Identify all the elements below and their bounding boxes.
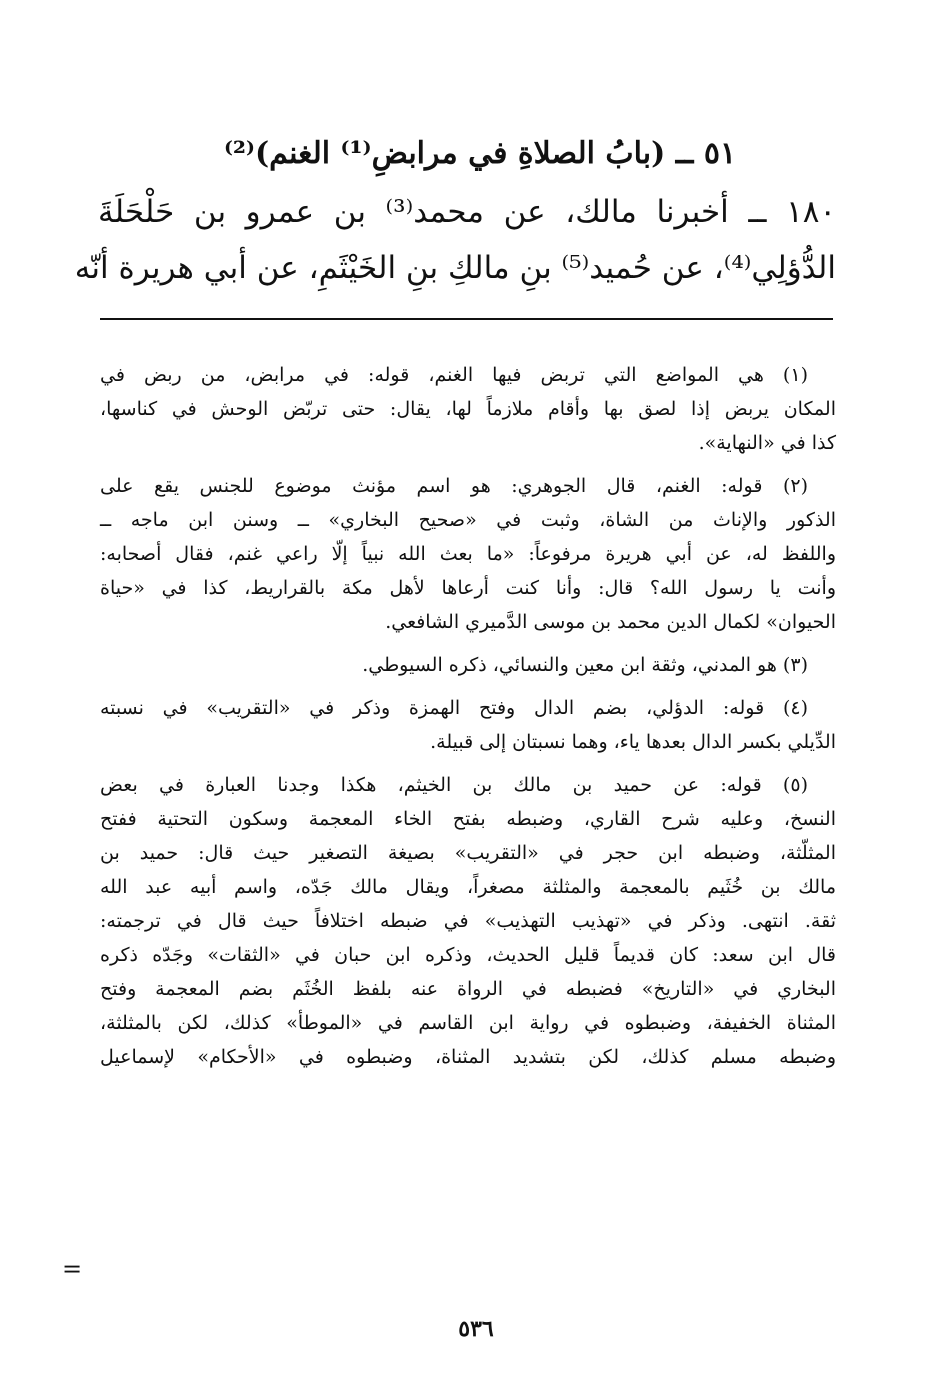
continuation-mark: =: [62, 1255, 83, 1283]
footnote-divider: [100, 318, 833, 320]
footnote-line: وضبطه مسلم كذلك، لكن بتشديد المثناة، وضبطوه في «الأحكام» لإسماعيل: [100, 1046, 836, 1068]
footnote-line: (٤) قوله: الدؤلي، بضم الدال وفتح الهمزة وذكر في «التقريب» في نسبته: [100, 697, 808, 719]
footnote-line: البخاري في «التاريخ» فضبطه في الرواة عنه بلفظ الخُثَم بضم المعجمة وفتح: [100, 978, 836, 1000]
footnote-5: [100, 768, 836, 1074]
footnote-line: الذكور والإناث من الشاة، وثبت في «صحيح البخاري» ــ وسنن ابن ماجه ــ: [100, 509, 836, 531]
footnote-line: (١) هي المواضع التي تربض فيها الغنم، قوله: في مرابض، من ربض في: [100, 364, 808, 386]
footnote-line: ثقة. انتهى. وذكر في «تهذيب التهذيب» في ضبطه اختلافاً حيث قال في ترجمته:: [100, 910, 836, 932]
footnote-line: الحيوان» لكمال الدين محمد بن موسى الدَّميري الشافعي.: [385, 611, 836, 633]
footnote-line: مالك بن خُثَيم بالمعجمة والمثلثة مصغراً، ويقال مالك جَدّه، واسم أبيه عبد الله: [100, 876, 836, 898]
page-number: ٥٣٦: [458, 1316, 494, 1342]
footnotes: [100, 358, 836, 1083]
footnote-line: (٣) هو المدني، وثقة ابن معين والنسائي، ذكره السيوطي.: [362, 654, 808, 676]
hadith-text: [74, 184, 837, 296]
footnote-line: وأنت يا رسول الله؟ قال: وأنا كنت أرعاها لأهل مكة بالقراريط، كذا في «حياة: [100, 577, 836, 599]
footnote-line: الدِّيلي بكسر الدال بعدها ياء، وهما نسبتان إلى قبيلة.: [430, 731, 836, 753]
footnote-line: (٢) قوله: الغنم، قال الجوهري: هو اسم مؤنث موضوع للجنس يقع على: [100, 475, 808, 497]
footnote-line: المثناة الخفيفة، وضبطوه في رواية ابن القاسم في «الموطأ» كذلك، لكن بالمثلثة،: [100, 1012, 836, 1034]
footnote-3: [100, 648, 836, 682]
footnote-line: قال ابن سعد: كان قديماً قليل الحديث، وذكره ابن حبان في «الثقات» وجَدّه ذكره: [100, 944, 836, 966]
footnote-4: [100, 691, 836, 759]
footnote-line: المثلّثة، وضبطه ابن حجر في «التقريب» بصيغة التصغير حيث قال: حميد بن: [100, 842, 836, 864]
chapter-heading: ٥١ ــ (بابُ الصلاةِ في مرابضِ⁽¹⁾ الغنم)⁽²⁾: [223, 136, 737, 171]
footnote-2: [100, 469, 836, 639]
footnote-line: كذا في «النهاية».: [698, 432, 836, 454]
hadith-line: الدُّؤلِي⁽⁴⁾، عن حُميد⁽⁵⁾ بنِ مالكِ بنِ الخَيْثَمِ، عن أبي هريرة أنّه: [74, 250, 836, 286]
footnote-line: النسخ، وعليه شرح القاري، وضبطه بفتح الخاء المعجمة وسكون التحتية ففتح: [100, 808, 836, 830]
footnote-1: [100, 358, 836, 460]
hadith-line: ١٨٠ ــ أخبرنا مالك، عن محمد⁽³⁾ بن عمرو بن حَلْحَلَةَ: [98, 194, 837, 230]
footnote-line: (٥) قوله: عن حميد بن مالك بن الخيثم، هكذا وجدنا العبارة في بعض: [100, 774, 808, 796]
footnote-line: واللفظ له، عن أبي هريرة مرفوعاً: «ما بعث الله نبياً إلّا راعي غنم، فقال أصحابه:: [100, 543, 836, 565]
footnote-line: المكان يربض إذا لصق بها وأقام ملازماً لها، يقال: حتى تربّض الوحش في كناسها،: [100, 398, 836, 420]
